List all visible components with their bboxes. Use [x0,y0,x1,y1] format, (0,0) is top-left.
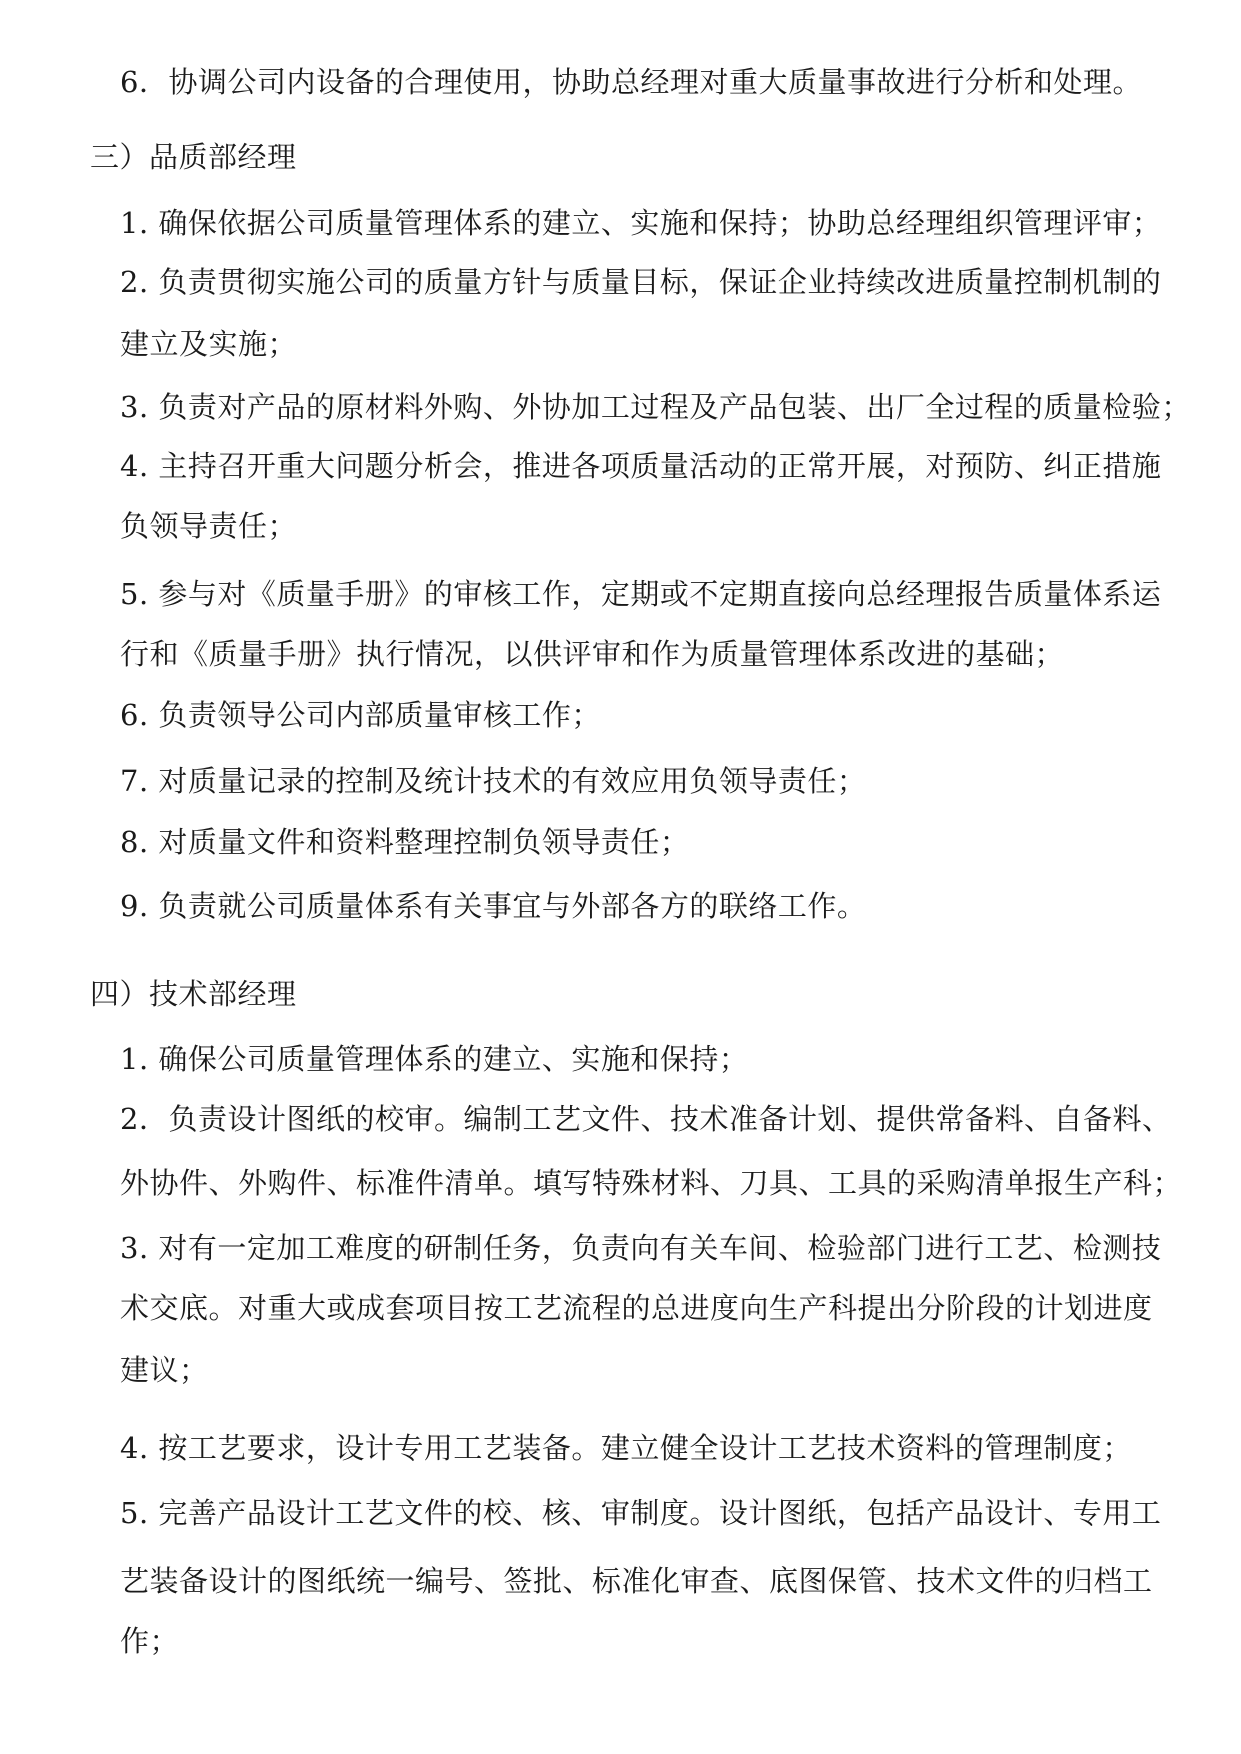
text-line: 6. 负责领导公司内部质量审核工作； [120,698,601,732]
text-line: 5. 参与对《质量手册》的审核工作，定期或不定期直接向总经理报告质量体系运 [120,577,1162,611]
text-line: 7. 对质量记录的控制及统计技术的有效应用负领导责任； [120,764,867,798]
text-line: 4. 按工艺要求，设计专用工艺装备。建立健全设计工艺技术资料的管理制度； [120,1431,1132,1465]
text-line: 负领导责任； [120,509,298,543]
text-line: 3. 负责对产品的原材料外购、外协加工过程及产品包装、出厂全过程的质量检验； [120,390,1191,424]
text-line: 作； [120,1624,180,1658]
section-heading: 三）品质部经理 [90,140,297,174]
text-line: 术交底。对重大或成套项目按工艺流程的总进度向生产科提出分阶段的计划进度 [120,1291,1153,1325]
text-line: 建议； [120,1353,209,1387]
text-line: 4. 主持召开重大问题分析会，推进各项质量活动的正常开展，对预防、纠正措施 [120,449,1162,483]
text-line: 行和《质量手册》执行情况，以供评审和作为质量管理体系改进的基础； [120,637,1065,671]
text-line: 建立及实施； [120,327,298,361]
text-line: 3. 对有一定加工难度的研制任务，负责向有关车间、检验部门进行工艺、检测技 [120,1231,1162,1265]
text-line: 外协件、外购件、标准件清单。填写特殊材料、刀具、工具的采购清单报生产科； [120,1166,1183,1200]
text-line: 6．协调公司内设备的合理使用，协助总经理对重大质量事故进行分析和处理。 [120,65,1142,99]
text-line: 1. 确保公司质量管理体系的建立、实施和保持； [120,1042,749,1076]
text-line: 2. 负责贯彻实施公司的质量方针与质量目标，保证企业持续改进质量控制机制的 [120,265,1162,299]
text-line: 2．负责设计图纸的校审。编制工艺文件、技术准备计划、提供常备料、自备料、 [120,1102,1172,1136]
text-line: 9. 负责就公司质量体系有关事宜与外部各方的联络工作。 [120,889,867,923]
text-line: 8. 对质量文件和资料整理控制负领导责任； [120,825,690,859]
section-heading: 四）技术部经理 [90,977,297,1011]
text-line: 1. 确保依据公司质量管理体系的建立、实施和保持；协助总经理组织管理评审； [120,206,1162,240]
text-line: 5. 完善产品设计工艺文件的校、核、审制度。设计图纸，包括产品设计、专用工 [120,1496,1162,1530]
text-line: 艺装备设计的图纸统一编号、签批、标准化审查、底图保管、技术文件的归档工 [120,1564,1153,1598]
